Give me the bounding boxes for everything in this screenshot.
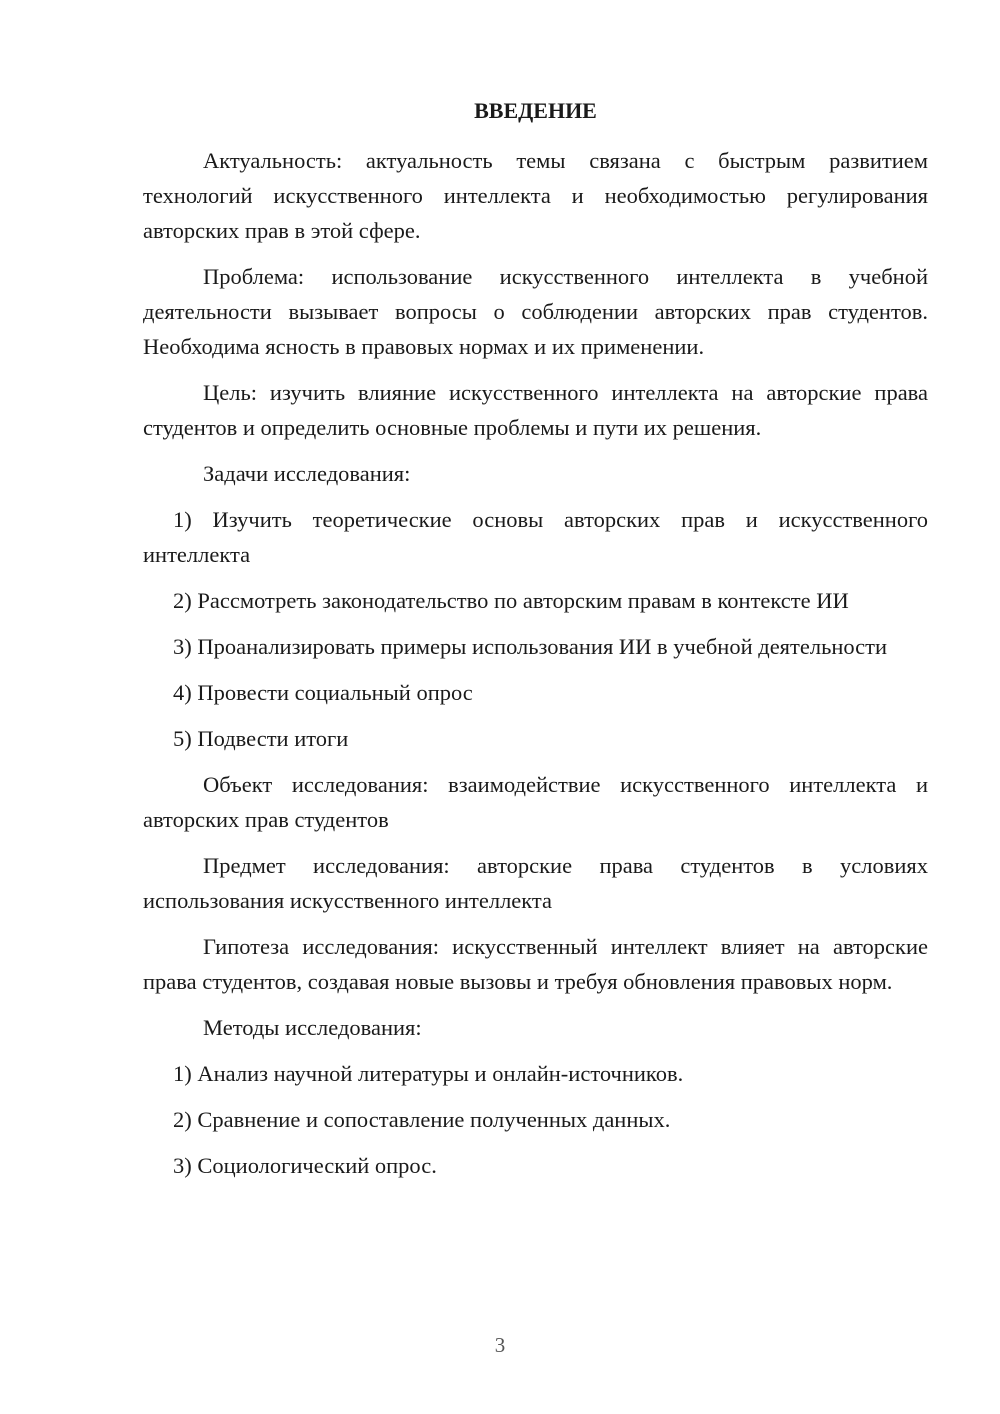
list-item-task-4: 4) Провести социальный опрос — [173, 680, 473, 705]
list-item-task-2: 2) Рассмотреть законодательство по авторским правам в контексте ИИ — [173, 588, 849, 613]
page-content — [143, 93, 928, 1194]
paragraph-hypothesis: Гипотеза исследования: искусственный интеллект влияет на авторские права студентов, создавая новые вызовы и требуя обновления правовых норм. — [143, 934, 928, 994]
section-title: ВВЕДЕНИЕ — [474, 98, 597, 123]
paragraph-subject: Предмет исследования: авторские права студентов в условиях использования искусственного интеллекта — [143, 853, 928, 913]
paragraph-goal: Цель: изучить влияние искусственного интеллекта на авторские права студентов и определить основные проблемы и пути их решения. — [143, 380, 928, 440]
list-item-method-2: 2) Сравнение и сопоставление полученных данных. — [173, 1107, 671, 1132]
paragraph-problem: Проблема: использование искусственного интеллекта в учебной деятельности вызывает вопросы о соблюдении авторских прав студентов. Необходима ясность в правовых нормах и их применении. — [143, 264, 928, 359]
list-item-task-1: 1) Изучить теоретические основы авторских прав и искусственного интеллекта — [143, 507, 928, 567]
list-item-method-1: 1) Анализ научной литературы и онлайн-источников. — [173, 1061, 684, 1086]
paragraph-relevance: Актуальность: актуальность темы связана с быстрым развитием технологий искусственного интеллекта и необходимостью регулирования авторских прав в этой сфере. — [143, 148, 928, 243]
list-item-task-3: 3) Проанализировать примеры использования ИИ в учебной деятельности — [173, 634, 888, 659]
paragraph-object: Объект исследования: взаимодействие искусственного интеллекта и авторских прав студентов — [143, 772, 928, 832]
list-item-task-5: 5) Подвести итоги — [173, 726, 349, 751]
paragraph-tasks-heading: Задачи исследования: — [203, 461, 411, 486]
list-item-method-3: 3) Социологический опрос. — [173, 1153, 437, 1178]
page-number: 3 — [494, 1333, 506, 1357]
paragraph-methods-heading: Методы исследования: — [203, 1015, 422, 1040]
